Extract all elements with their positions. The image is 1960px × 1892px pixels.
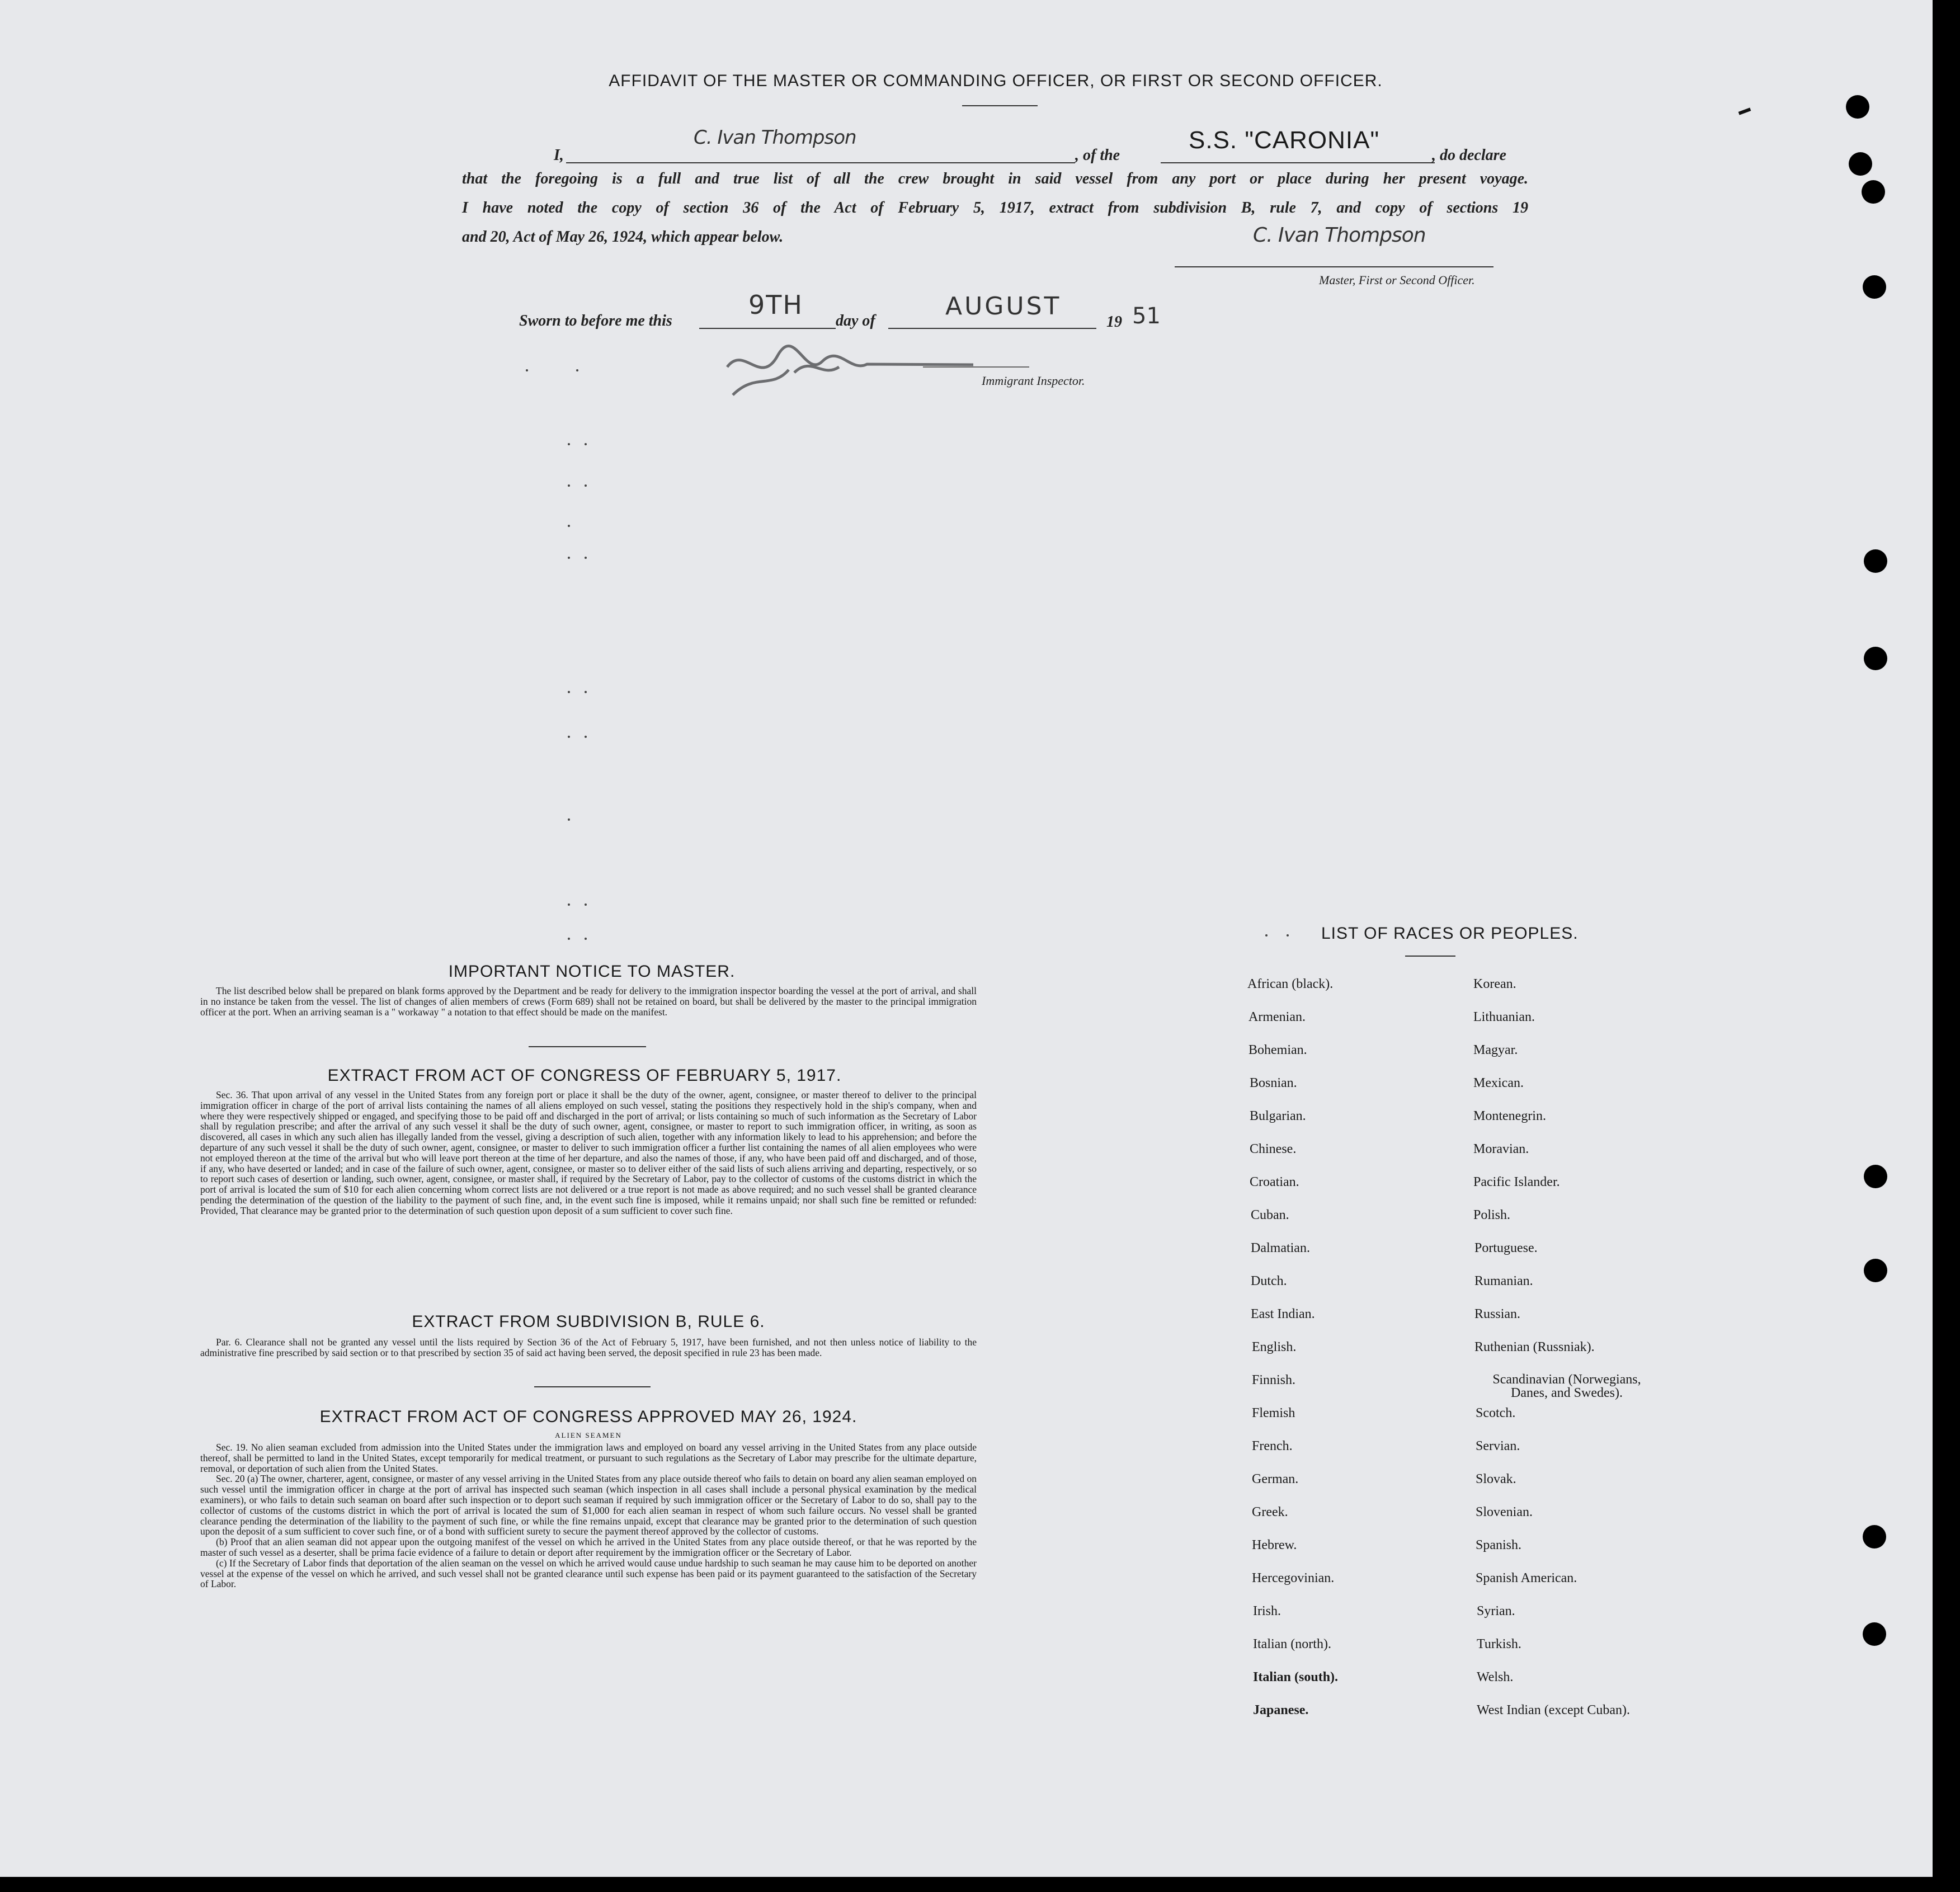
officer-name-signature: C. Ivan Thompson (694, 126, 856, 149)
race-right-18: Spanish. (1476, 1538, 1522, 1552)
vessel-name: S.S. "CARONIA" (1189, 126, 1380, 154)
year-prefix: 19 (1106, 313, 1122, 331)
punch-hole (1862, 180, 1885, 204)
inspector-line (923, 366, 1029, 368)
race-left-11: East Indian. (1251, 1307, 1315, 1321)
race-left-19: Hercegovinian. (1252, 1571, 1335, 1585)
race-left-20: Irish. (1253, 1604, 1281, 1618)
sworn-day: 9TH (748, 290, 803, 320)
affidavit-i-label: I, (554, 147, 564, 164)
alien-seamen-subtitle: ALIEN SEAMEN (555, 1431, 622, 1439)
race-left-5: Bulgarian. (1250, 1109, 1306, 1123)
race-right-10: Rumanian. (1474, 1274, 1533, 1288)
extract-1917-body: Sec. 36. That upon arrival of any vessel in the United States from any foreign port or place it shall be the duty of the owner, agent, consignee, or master thereof to deliver to the principal immigration officer in charge of the port of arrival lists containing the names of all aliens employed on such vessel, stating the positions they respectively hold in the ship's company, when and where they were respectively shipped or engaged, and specifying those to be paid off and discharged in the port of arrival; or lists containing so much of such information as the Secretary of Labor shall by regulation prescribe; and after the arrival of any such vessel it shall be the duty of such owner, agent, consignee, or master to report to such immigration officer, in writing, as soon as discovered, all cases in which any such alien has illegally landed from the vessel, giving a description of such alien, together with any information likely to lead to his apprehension; and before the departure of any such vessel it shall be the duty of such owner, agent, consignee, or master to deliver to such immigration officer a further list containing the names of all alien employees who were not employed thereon at the time of the arrival but who will leave port thereon at the time of her departure, and also the names of those, if any, who have been paid off and discharged, and of those, if any, who have deserted or landed; and in case of the failure of such owner, agent, consignee, or master so to deliver either of the said lists of such aliens arriving and departing, respectively, or so to report such cases of desertion or landing, such owner, agent, consignee, or master shall, if required by the Secretary of Labor, pay to the collector of customs of the customs district in which the port of arrival is located the sum of $10 for each alien concerning whom correct lists are not delivered or a true report is not made as above required; and no such vessel shall be granted clearance pending the determination of the question of the liability to the payment of such fine, and, in the event such fine is imposed, while it remains unpaid; nor shall such fine be remitted or refunded: Provided, That clearance may be granted prior to the determination of such question upon deposit of a sum sufficient to cover such fine. (200, 1089, 977, 1216)
rule-2 (534, 1386, 651, 1387)
race-right-1: Korean. (1473, 977, 1516, 991)
sworn-month: AUGUST (945, 292, 1062, 321)
of-the-label: , of the (1075, 147, 1120, 164)
race-right-2: Lithuanian. (1473, 1010, 1535, 1024)
race-right-14: Scotch. (1476, 1406, 1516, 1420)
races-rule (1405, 956, 1455, 957)
name-line (566, 162, 1075, 163)
month-line (888, 328, 1096, 329)
do-declare-label: , do declare (1432, 147, 1506, 164)
affidavit-title: AFFIDAVIT OF THE MASTER OR COMMANDING OFFICER, OR FIRST OR SECOND OFFICER. (609, 72, 1383, 90)
affidavit-line-3: I have noted the copy of section 36 of the Act of February 5, 1917, extract from subdivision B, rule 7, and copy of sections 19 (462, 199, 1528, 217)
race-left-13: Finnish. (1252, 1373, 1296, 1387)
pen-mark (1738, 107, 1751, 115)
race-left-9: Dalmatian. (1251, 1241, 1310, 1255)
rule-1 (529, 1046, 646, 1047)
races-title: LIST OF RACES OR PEOPLES. (1321, 924, 1579, 943)
race-right-19: Spanish American. (1476, 1571, 1577, 1585)
day-of-label: day of (836, 312, 875, 330)
race-right-7: Pacific Islander. (1473, 1175, 1560, 1189)
day-line (699, 328, 836, 329)
sworn-label: Sworn to before me this (519, 312, 672, 330)
race-left-10: Dutch. (1251, 1274, 1287, 1288)
title-rule (962, 105, 1038, 106)
notice-body: The list described below shall be prepared on blank forms approved by the Department and be ready for delivery to the immigration inspector boarding the vessel at the port of arrival, and shall in no instance be taken from the vessel. The list of changes of alien members of crews (Form 689) shall not be retained on board, but shall be delivered by the master to the principal immigration officer at the port. When an arriving seaman is a " workaway " a notation to that effect should be made on the manifest. (200, 985, 977, 1018)
extract-1924-title: EXTRACT FROM ACT OF CONGRESS APPROVED MAY 26, 1924. (319, 1408, 858, 1426)
race-left-7: Croatian. (1250, 1175, 1299, 1189)
extract-1917-title: EXTRACT FROM ACT OF CONGRESS OF FEBRUARY 5, 1917. (327, 1066, 842, 1085)
race-left-18: Hebrew. (1252, 1538, 1297, 1552)
race-left-22: Italian (south). (1253, 1670, 1339, 1684)
race-left-3: Bohemian. (1248, 1043, 1307, 1057)
year-suffix: 51 (1132, 303, 1161, 329)
race-right-9: Portuguese. (1474, 1241, 1538, 1255)
race-left-4: Bosnian. (1250, 1076, 1297, 1090)
race-right-17: Slovenian. (1476, 1505, 1533, 1519)
subdivision-title: EXTRACT FROM SUBDIVISION B, RULE 6. (412, 1312, 765, 1331)
race-right-22: Welsh. (1477, 1670, 1514, 1684)
race-left-12: English. (1252, 1340, 1297, 1354)
notice-title: IMPORTANT NOTICE TO MASTER. (448, 962, 736, 981)
race-left-17: Greek. (1252, 1505, 1288, 1519)
race-left-16: German. (1252, 1472, 1299, 1486)
race-right-11: Russian. (1474, 1307, 1521, 1321)
extract-1924-body: Sec. 19. No alien seaman excluded from admission into the United States under the immigration laws and employed on board any vessel arriving in the United States from any place outside thereof, shall be permitted to land in the United States, except temporarily for medical treatment, or pursuant to such regulations as the Secretary of Labor may prescribe for the ultimate departure, removal, or deportation of such alien from the United States. Sec. 20 (a) The owner, charterer, agent, consignee, or master of any vessel arriving in the United States from any place outside thereof who fails to detain on board any alien seaman employed on such vessel until the immigration officer in charge at the port of arrival has inspected such seaman (which inspection in all cases shall include a personal physical examination by the medical examiners), or who fails to detain such seaman on board after such inspection or to deport such seaman if required by such immigration officer or the Secretary of Labor to do so, shall pay to the collector of customs of the customs district in which the port of arrival is located the sum of $1,000 for each alien seaman in respect of whom such failure occurs. No vessel shall be granted clearance pending the determination of the liability to the payment of such fine, or while the fine remains unpaid, except that clearance may be granted prior to the determination of such question upon the deposit of a sum sufficient to cover such fine, or of a bond with sufficient surety to secure the payment thereof approved by the collector of customs. (b) Proof that an alien seaman did not appear upon the outgoing manifest of the vessel on which he arrived in the United States from any place outside thereof, or that he was reported by the master of such vessel as a deserter, shall be prima facie evidence of a failure to detain or deport after requirement by the immigration officer or the Secretary of Labor. (c) If the Secretary of Labor finds that deportation of the alien seaman on the vessel on which he arrived would cause undue hardship to such seaman he may cause him to be deported on another vessel at the expense of the vessel on which he arrived, and such vessel shall not be granted clearance until such expense has been paid or its payment guaranteed to the satisfaction of the Secretary of Labor. (200, 1442, 977, 1590)
race-right-3: Magyar. (1473, 1043, 1518, 1057)
punch-hole (1864, 549, 1887, 573)
master-caption: Master, First or Second Officer. (1319, 273, 1475, 287)
master-signature: C. Ivan Thompson (1253, 224, 1426, 247)
affidavit-line-2: that the foregoing is a full and true list of all the crew brought in said vessel from any port or place during her present voyage. (462, 170, 1528, 187)
master-signature-line (1175, 266, 1493, 267)
punch-hole (1846, 95, 1869, 119)
inspector-caption: Immigrant Inspector. (982, 374, 1085, 388)
race-right-5: Montenegrin. (1473, 1109, 1546, 1123)
race-right-23: West Indian (except Cuban). (1477, 1703, 1630, 1717)
race-left-14: Flemish (1252, 1406, 1295, 1420)
race-right-15: Servian. (1476, 1439, 1520, 1453)
race-right-12: Ruthenian (Russniak). (1474, 1340, 1595, 1354)
punch-hole (1863, 1525, 1886, 1549)
race-left-8: Cuban. (1251, 1208, 1289, 1222)
affidavit-line-4: and 20, Act of May 26, 1924, which appear below. (462, 228, 784, 246)
race-left-1: African (black). (1247, 977, 1334, 991)
race-right-20: Syrian. (1477, 1604, 1515, 1618)
race-left-2: Armenian. (1248, 1010, 1306, 1024)
punch-hole (1863, 1622, 1886, 1646)
punch-hole (1864, 1259, 1887, 1282)
race-right-13: Scandinavian (Norwegians, Danes, and Swedes). (1492, 1372, 1641, 1400)
race-right-16: Slovak. (1476, 1472, 1516, 1486)
race-right-8: Polish. (1473, 1208, 1511, 1222)
race-right-4: Mexican. (1473, 1076, 1524, 1090)
punch-hole (1864, 647, 1887, 670)
race-left-21: Italian (north). (1253, 1637, 1331, 1651)
race-left-23: Japanese. (1253, 1703, 1309, 1717)
vessel-line (1161, 162, 1435, 163)
punch-hole (1849, 152, 1872, 176)
race-left-15: French. (1252, 1439, 1293, 1453)
race-right-6: Moravian. (1473, 1142, 1529, 1156)
subdivision-body: Par. 6. Clearance shall not be granted any vessel until the lists required by Section 36 of the Act of February 5, 1917, have been furnished, and not then unless notice of liability to the administrative fine prescribed by said section or to that prescribed by section 35 of said act having been served, the deposit specified in rule 23 has been made. (200, 1336, 977, 1358)
race-left-6: Chinese. (1250, 1142, 1297, 1156)
punch-hole (1864, 1165, 1887, 1188)
punch-hole (1863, 275, 1886, 299)
race-right-21: Turkish. (1477, 1637, 1521, 1651)
